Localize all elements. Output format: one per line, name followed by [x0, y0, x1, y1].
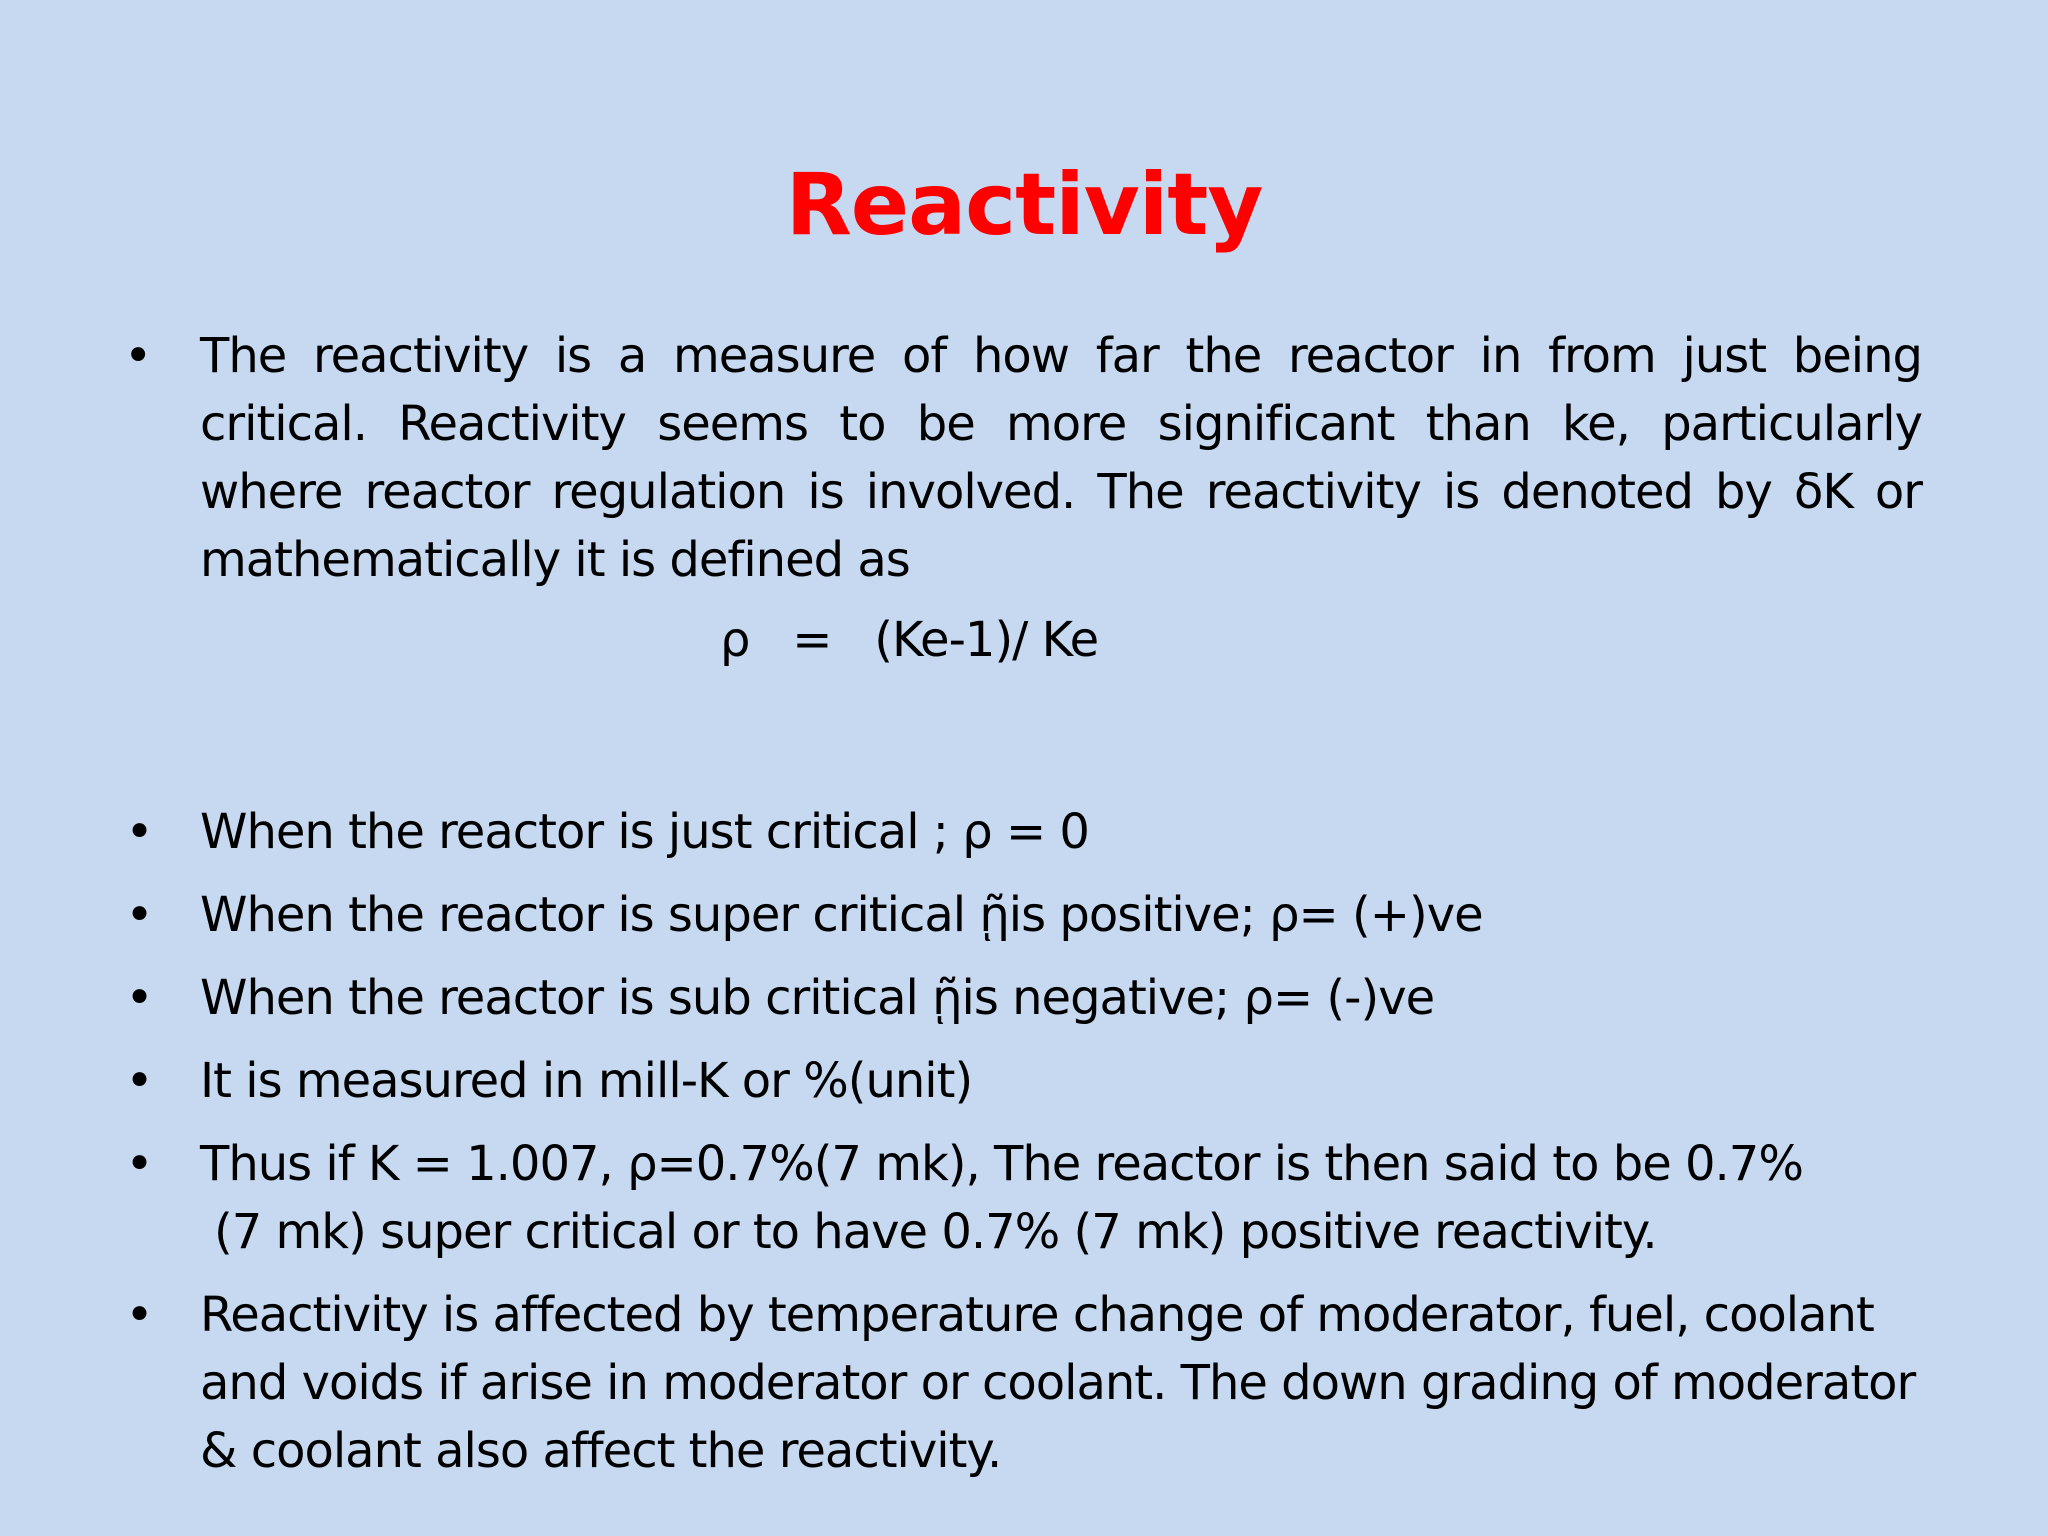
- spacer: [120, 680, 1922, 798]
- slide-body: [120, 322, 1922, 1485]
- bullet-just-critical: [120, 798, 1922, 866]
- example-line-2: (7 mk) super critical or to have 0.7% (7 mk) positive reactivity.: [214, 1204, 1657, 1260]
- bullet-dot: •: [125, 804, 153, 860]
- bullet-dot: •: [125, 1287, 153, 1343]
- bullet-dot: •: [125, 970, 153, 1026]
- bullet-definition: [120, 322, 1922, 594]
- bullet-text: It is measured in mill-K or %(unit): [200, 1053, 973, 1109]
- example-line-1: Thus if K = 1.007, ρ=0.7%(7 mk), The reactor is then said to be 0.7%: [200, 1136, 1803, 1192]
- bullet-dot: •: [125, 1136, 153, 1192]
- bullet-text: Reactivity is affected by temperature change of moderator, fuel, coolant and voids if arise in moderator or coolant. The down grading of moderator & coolant also affect the reactivity.: [200, 1287, 1916, 1479]
- slide-title: Reactivity: [785, 155, 1263, 255]
- bullet-super-critical: [120, 881, 1922, 949]
- reactivity-formula: ρ = (Ke-1)/ Ke: [720, 612, 1099, 668]
- bullet-text: When the reactor is sub critical ῇis negative; ρ= (-)ve: [200, 970, 1435, 1026]
- bullet-dot: •: [125, 1053, 153, 1109]
- bullet-dot: •: [125, 887, 153, 943]
- bullet-affecting-factors: [120, 1281, 1922, 1485]
- bullet-text: When the reactor is super critical ῇis positive; ρ= (+)ve: [200, 887, 1483, 943]
- bullet-sub-critical: [120, 964, 1922, 1032]
- bullet-text: When the reactor is just critical ; ρ = 0: [200, 804, 1089, 860]
- bullet-dot: •: [124, 328, 152, 384]
- bullet-units: [120, 1047, 1922, 1115]
- bullet-example: [120, 1130, 1922, 1266]
- definition-text: The reactivity is a measure of how far the reactor in from just being critical. Reactivity seems to be more significant than ke, particularly where reactor regulation is involved. The reactivity is denoted by δK or mathematically it is defined as: [200, 328, 1922, 588]
